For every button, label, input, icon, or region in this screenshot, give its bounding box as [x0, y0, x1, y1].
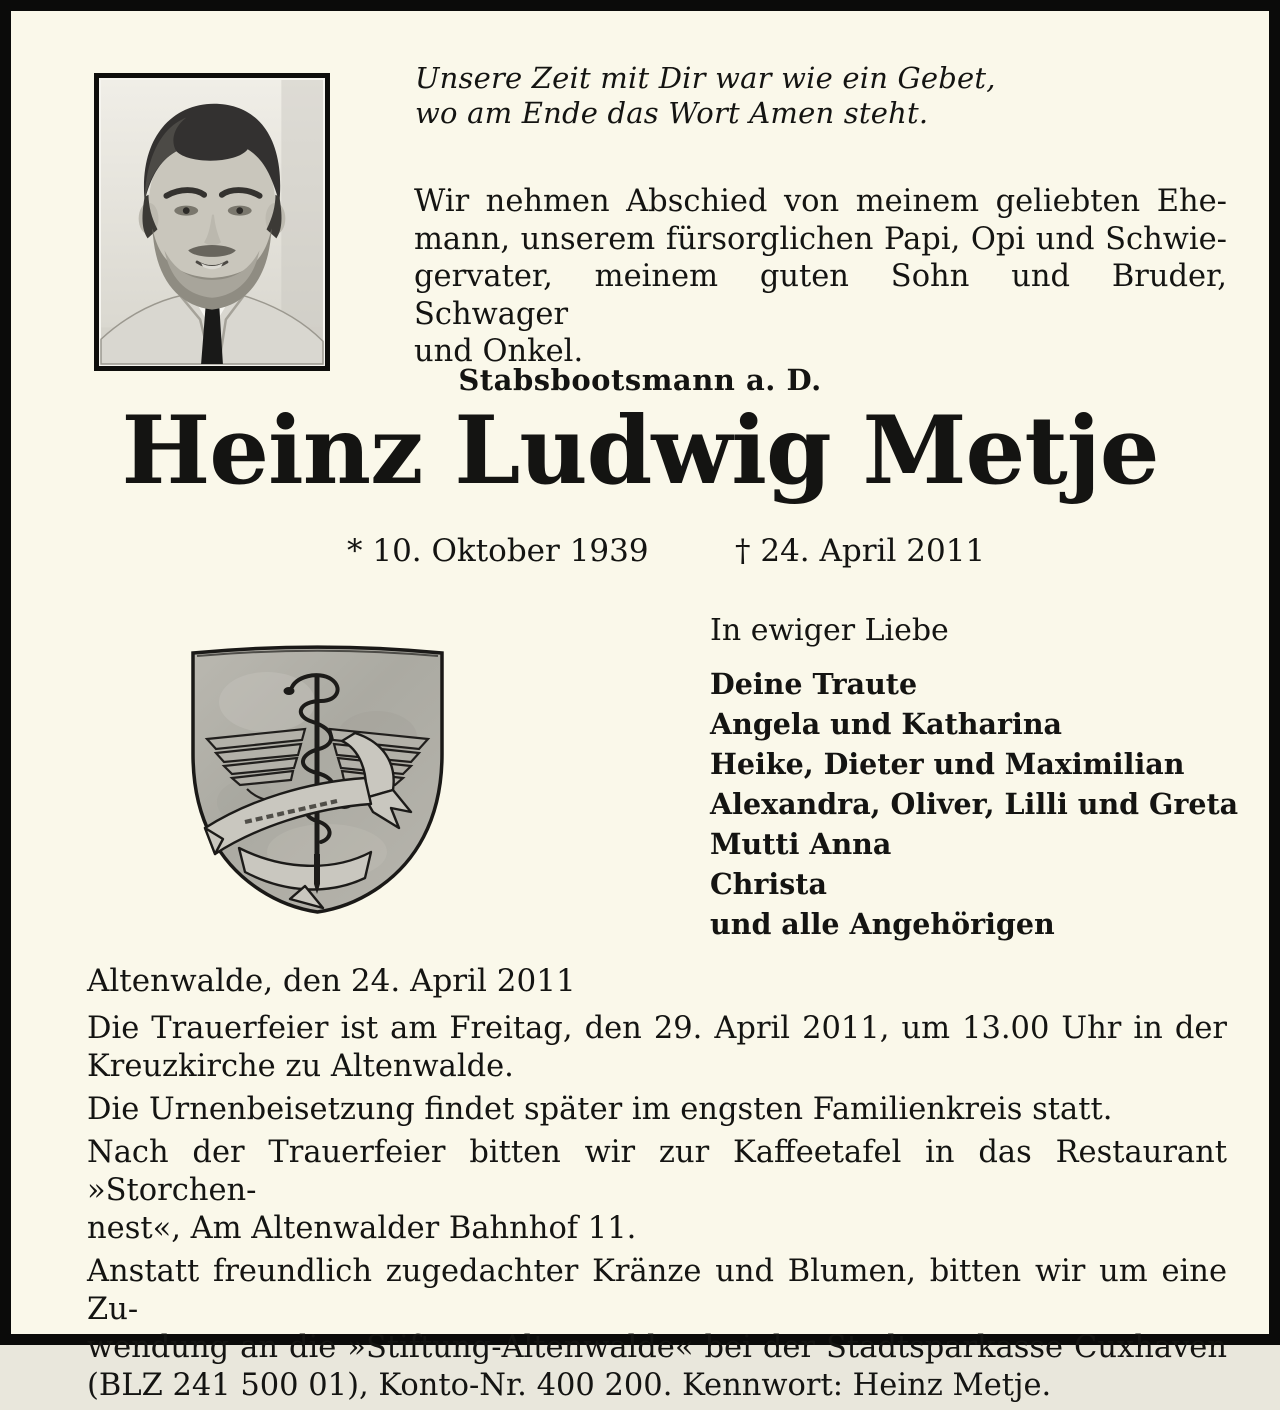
notice-line: Die Trauerfeier ist am Freitag, den 29. April 2011, um 13.00 Uhr in der: [87, 1011, 1227, 1046]
death-date: † 24. April 2011: [735, 533, 986, 569]
mourner-name: Deine Traute: [710, 667, 918, 701]
notice-funeral-service: [87, 1010, 1227, 1086]
farewell-line: mann, unserem fürsorglichen Papi, Opi und Schwie-: [414, 221, 1227, 257]
place-dateline: Altenwalde, den 24. April 2011: [87, 963, 576, 999]
notice-line: Nach der Trauerfeier bitten wir zur Kaffeetafel in das Restaurant »Storchen-: [87, 1135, 1227, 1208]
notice-line: Kreuzkirche zu Altenwalde.: [87, 1049, 514, 1084]
farewell-line: und Onkel.: [414, 334, 584, 369]
notice-line: Anstatt freundlich zugedachter Kränze und Blumen, bitten wir um eine Zu-: [87, 1254, 1227, 1327]
notice-donations: [87, 1253, 1227, 1405]
notice-line: (BLZ 241 500 01), Konto-Nr. 400 200. Kennwort: Heinz Metje.: [87, 1368, 1052, 1403]
memorial-quote: [415, 61, 1055, 131]
mourners-list: [710, 611, 1250, 944]
quote-line-2: wo am Ende das Wort Amen steht.: [415, 96, 929, 130]
mourners-intro: In ewiger Liebe: [710, 613, 949, 648]
mourner-name: Alexandra, Oliver, Lilli und Greta: [710, 787, 1239, 821]
notice-line: Die Urnenbeisetzung findet später im engsten Familienkreis statt.: [87, 1092, 1113, 1127]
mourner-name: Heike, Dieter und Maximilian: [710, 747, 1185, 781]
notice-line: wendung an die »Stiftung-Altenwalde« bei der Stadtsparkasse Cuxhaven: [87, 1330, 1227, 1365]
mourner-name: Christa: [710, 867, 827, 901]
funeral-notices: [87, 1010, 1227, 1410]
mourner-name: und alle Angehörigen: [710, 907, 1055, 941]
notice-coffee-gathering: [87, 1134, 1227, 1248]
military-crest: [187, 642, 448, 914]
rank-title: Stabsbootsmann a. D.: [458, 363, 822, 397]
quote-line-1: Unsere Zeit mit Dir war wie ein Gebet,: [415, 61, 996, 95]
mourner-name: Mutti Anna: [710, 827, 892, 861]
birth-date: * 10. Oktober 1939: [347, 533, 649, 569]
farewell-line: Wir nehmen Abschied von meinem geliebten Ehe-: [414, 184, 1227, 219]
farewell-line: gervater, meinem guten Sohn und Bruder, Schwager: [414, 259, 1227, 332]
deceased-name: Heinz Ludwig Metje: [121, 396, 1159, 506]
notice-urn-burial: [87, 1091, 1227, 1129]
portrait-image: [101, 80, 323, 364]
farewell-paragraph: [414, 183, 1227, 371]
portrait-photo: [94, 73, 330, 371]
notice-line: nest«, Am Altenwalder Bahnhof 11.: [87, 1211, 637, 1246]
mourner-name: Angela und Katharina: [710, 707, 1063, 741]
